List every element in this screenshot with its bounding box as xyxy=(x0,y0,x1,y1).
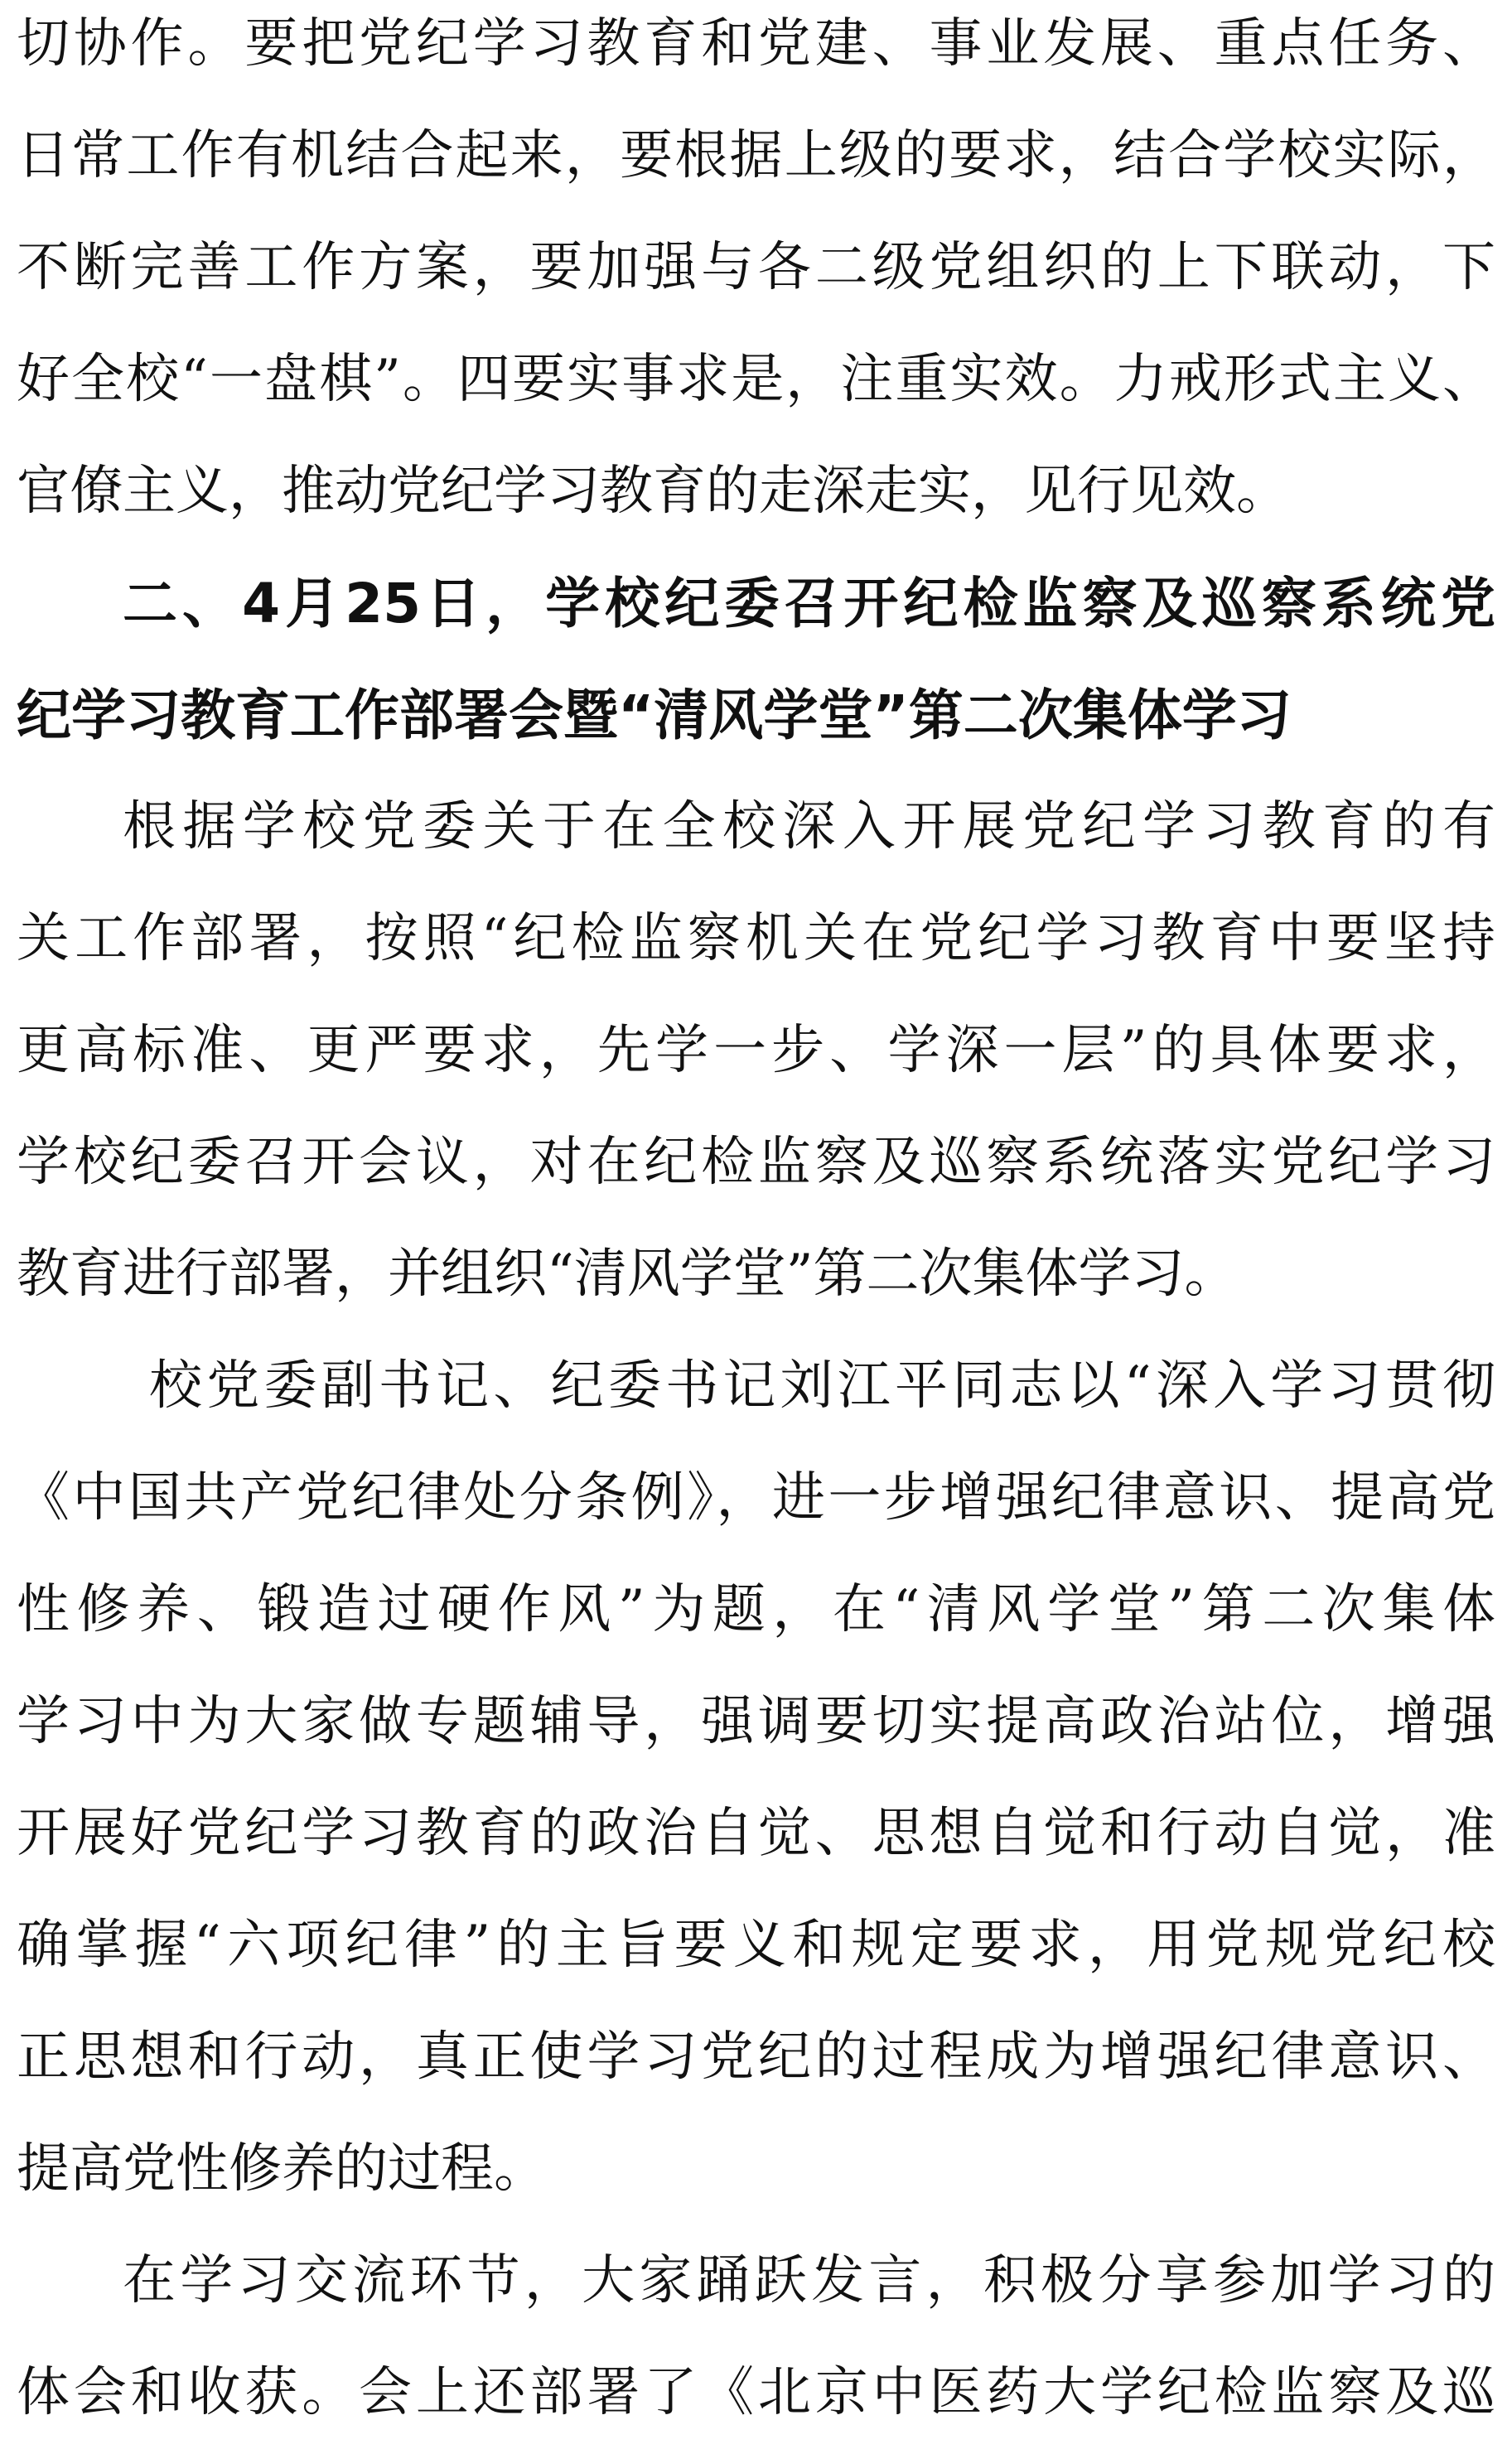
text-line: 在学习交流环节，大家踊跃发言，积极分享参加学习的 xyxy=(123,2250,1495,2311)
text-line: 学习中为大家做专题辅导，强调要切实提高政治站位，增强 xyxy=(17,1691,1495,1752)
text-line: 关工作部署，按照“纪检监察机关在党纪学习教育中要坚持 xyxy=(17,908,1495,969)
text-line: 校党委副书记、纪委书记刘江平同志以“深入学习贯彻 xyxy=(149,1355,1495,1417)
text-line: 《中国共产党纪律处分条例》，进一步增强纪律意识、提高党 xyxy=(17,1467,1495,1529)
text-line: 体会和收获。会上还部署了《北京中医药大学纪检监察及巡 xyxy=(17,2362,1495,2423)
text-line: 性修养、锻造过硬作风”为题，在“清风学堂”第二次集体 xyxy=(17,1579,1495,1640)
section-heading-line: 二、4月25日，学校纪委召开纪检监察及巡察系统党 xyxy=(123,572,1495,635)
section-heading-line: 纪学习教育工作部署会暨“清风学堂”第二次集体学习 xyxy=(17,683,1292,747)
text-line: 提高党性修养的过程。 xyxy=(17,2138,547,2200)
text-line: 不断完善工作方案，要加强与各二级党组织的上下联动，下 xyxy=(17,237,1495,298)
text-line: 好全校“一盘棋”。四要实事求是，注重实效。力戒形式主义、 xyxy=(17,349,1495,410)
text-line: 正思想和行动，真正使学习党纪的过程成为增强纪律意识、 xyxy=(17,2026,1495,2088)
text-line: 开展好党纪学习教育的政治自觉、思想自觉和行动自觉，准 xyxy=(17,1803,1495,1864)
text-line: 官僚主义，推动党纪学习教育的走深走实，见行见效。 xyxy=(17,461,1289,522)
text-line: 日常工作有机结合起来，要根据上级的要求，结合学校实际， xyxy=(17,125,1495,186)
text-line: 切协作。要把党纪学习教育和党建、事业发展、重点任务、 xyxy=(17,13,1495,75)
text-line: 根据学校党委关于在全校深入开展党纪学习教育的有 xyxy=(123,796,1495,857)
text-line: 更高标准、更严要求，先学一步、学深一层”的具体要求， xyxy=(17,1020,1495,1081)
text-line: 教育进行部署，并组织“清风学堂”第二次集体学习。 xyxy=(17,1244,1238,1305)
text-line: 学校纪委召开会议，对在纪检监察及巡察系统落实党纪学习 xyxy=(17,1132,1495,1193)
text-line: 确掌握“六项纪律”的主旨要义和规定要求，用党规党纪校 xyxy=(17,1915,1495,1976)
